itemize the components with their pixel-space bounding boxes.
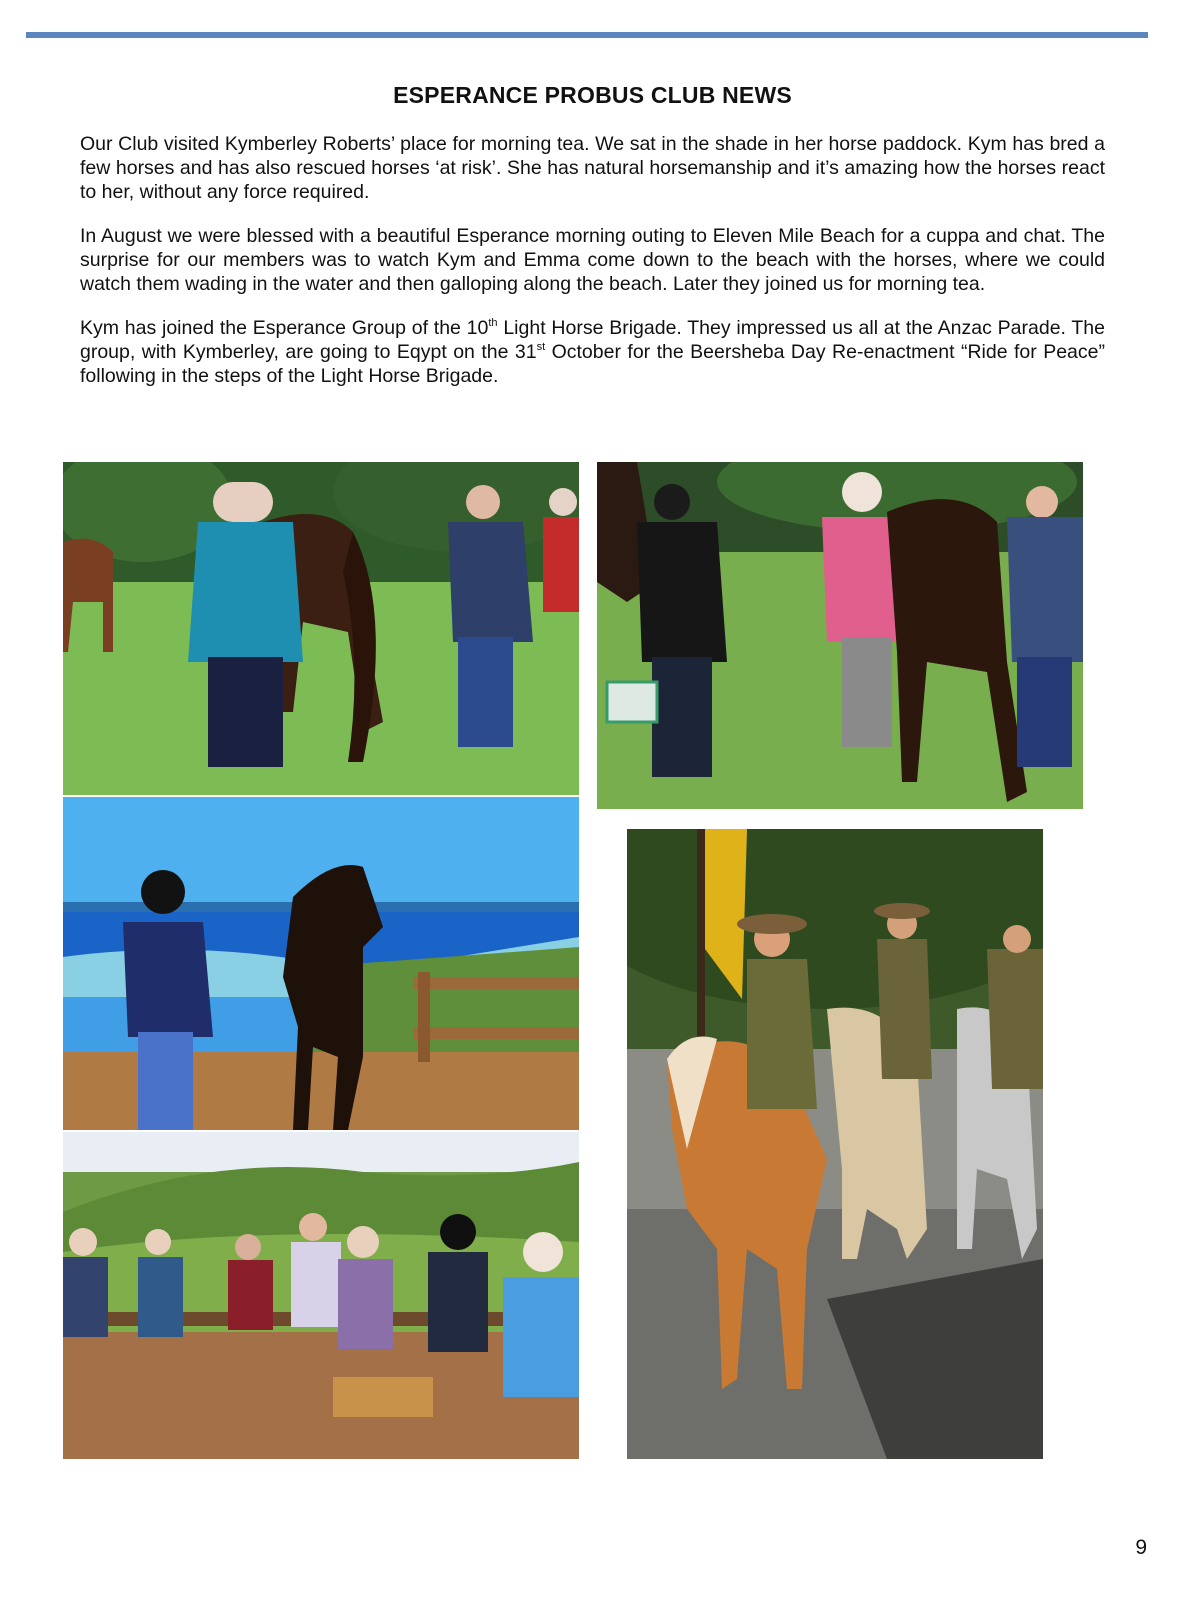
paragraph-3 <box>80 316 1105 388</box>
photo-paddock-women-horse-basket <box>597 462 1083 809</box>
superscript-th: th <box>488 317 498 329</box>
photo-beach-rider-horse <box>63 797 579 1130</box>
superscript-st: st <box>536 341 546 353</box>
paragraph-1: Our Club visited Kymberley Roberts’ place for morning tea. We sat in the shade in her horse paddock. Kym has bred a few horses and has also rescued horses ‘at risk’. She has natural horsemanship and it’s amazing how the horses react to her, without any force required. <box>80 133 1105 203</box>
paragraph-3-part-c: October for the Beersheba Day Re-enactment “Ride for Peace” following in the steps of the Light Horse Brigade. <box>80 341 1105 387</box>
paragraph-3-part-b: Light Horse Brigade. They impressed us all at the Anzac Parade. The group, with Kymberley, are going to Eqypt on the 31 <box>80 317 1105 363</box>
paragraph-2: In August we were blessed with a beautiful Esperance morning outing to Eleven Mile Beach for a cuppa and chat. The surprise for our members was to watch Kym and Emma come down to the beach with the horses, where we could watch them wading in the water and then galloping along the beach. Later they joined us for morning tea. <box>80 225 1105 295</box>
photo-paddock-ladies-horse <box>63 462 579 795</box>
page-title: ESPERANCE PROBUS CLUB NEWS <box>393 82 792 108</box>
photo-light-horse-parade <box>627 829 1043 1459</box>
page-number: 9 <box>1135 1536 1147 1559</box>
article-body <box>80 132 1105 408</box>
header-rule <box>26 32 1148 38</box>
photo-beach-morning-tea-group <box>63 1132 579 1459</box>
paragraph-3-part-a: Kym has joined the Esperance Group of the 10 <box>80 317 489 339</box>
